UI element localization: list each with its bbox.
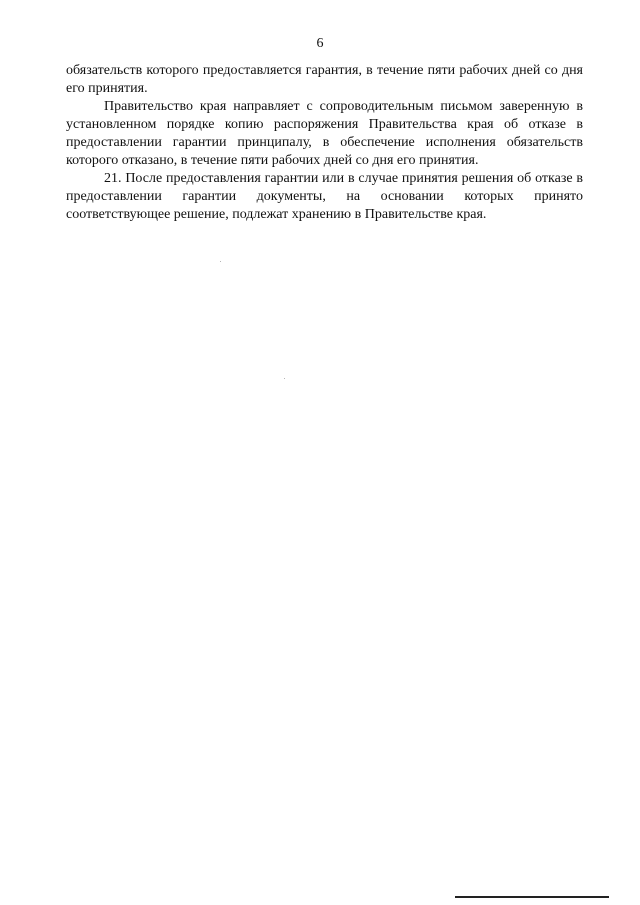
scan-speck	[220, 261, 221, 262]
scan-speck	[284, 378, 285, 379]
paragraph-clause-21: 21. После предоставления гарантии или в случае принятия решения об отказе в предоставлении гарантии документы, на основании которых принято соответствующее решение, подлежат хранению в Правительстве края.	[66, 171, 583, 222]
paragraph-continuation: обязательств которого предоставляется гарантия, в течение пяти рабочих дней со дня его принятия.	[66, 63, 583, 96]
paragraph-government-notice: Правительство края направляет с сопроводительным письмом заверенную в установленном порядке копию распоряжения Правительства края об отказе в предоставлении гарантии принципалу, в обеспечение исполнения обязательств которого отказано, в течение пяти рабочих дней со дня его принятия.	[66, 99, 583, 168]
document-body	[66, 62, 583, 224]
bottom-rule	[455, 896, 609, 898]
page-number: 6	[316, 36, 324, 51]
